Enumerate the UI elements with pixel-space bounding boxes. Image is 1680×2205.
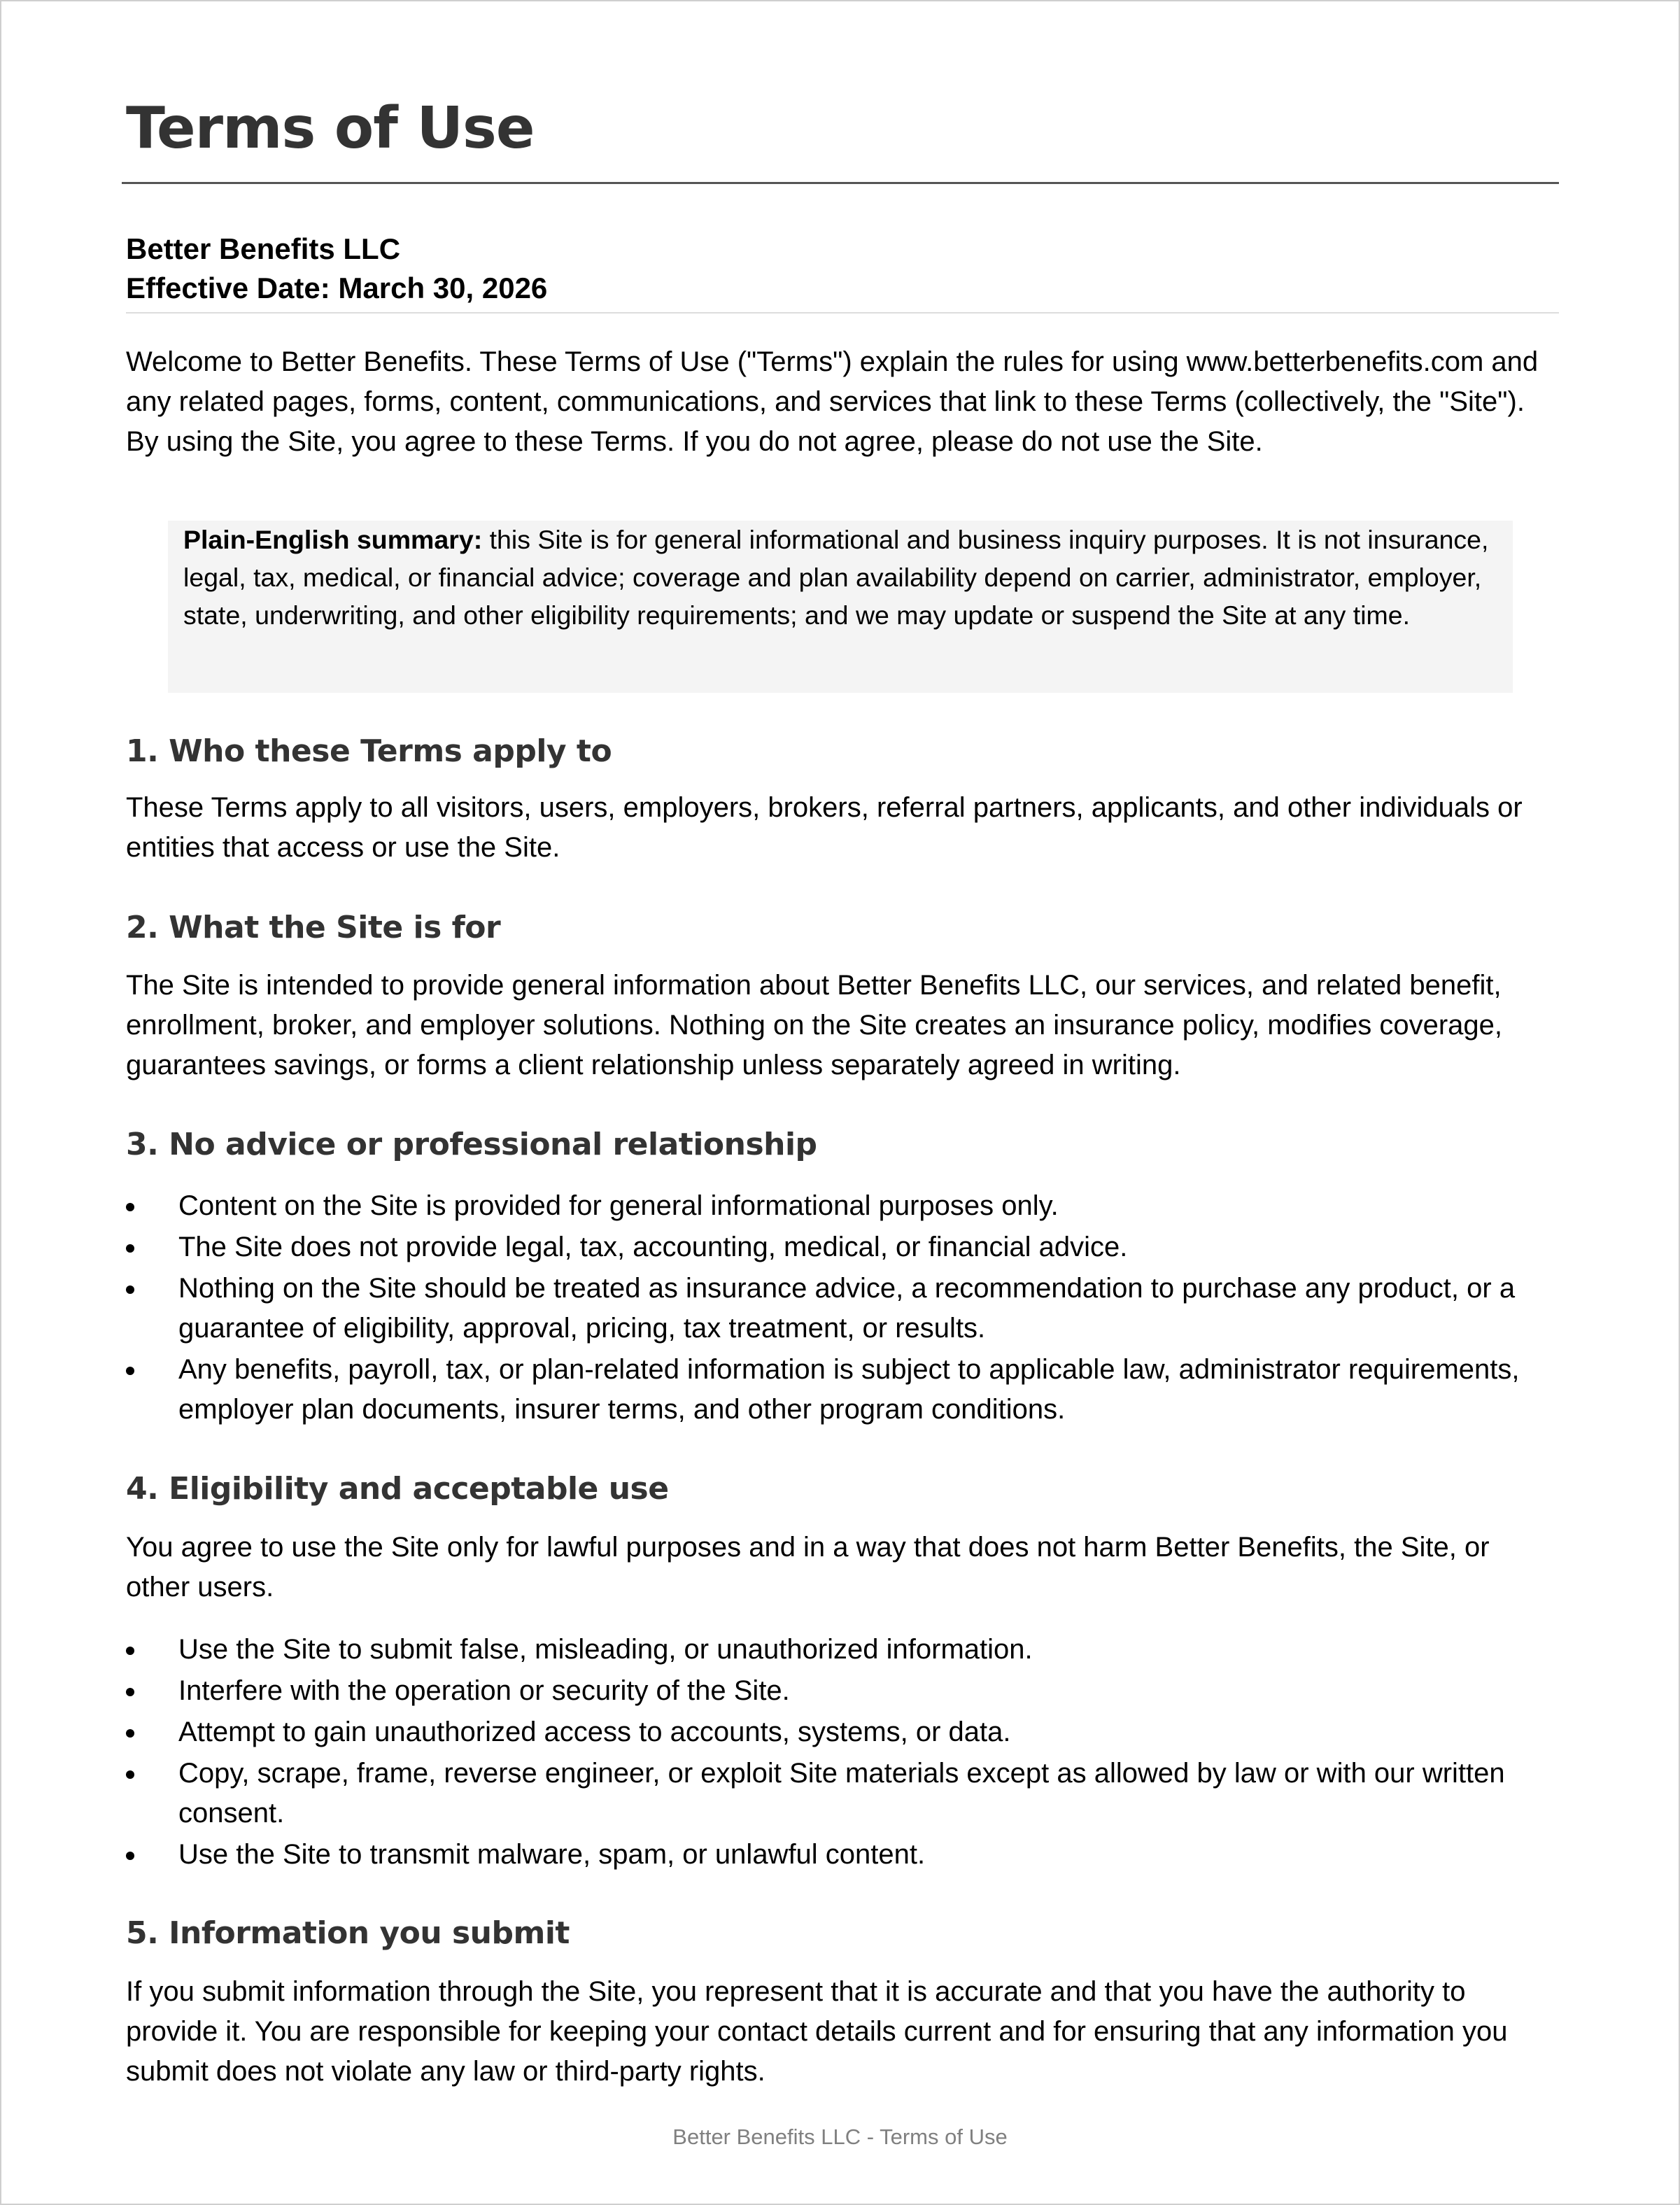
meta-divider: [126, 312, 1559, 314]
page-title: Terms of Use: [126, 95, 535, 162]
section-3-bullet-list: [126, 1186, 1559, 1431]
title-divider: [122, 182, 1559, 184]
section-1-heading: 1. Who these Terms apply to: [126, 733, 612, 769]
list-item: Nothing on the Site should be treated as insurance advice, a recommendation to purchase any product, or a guarantee of eligibility, approval, pricing, tax treatment, or results.: [126, 1269, 1559, 1348]
section-1-body: These Terms apply to all visitors, users, employers, brokers, referral partners, applicants, and other individuals or entities that access or use the Site.: [126, 792, 1523, 863]
list-item: Attempt to gain unauthorized access to accounts, systems, or data.: [126, 1712, 1559, 1752]
company-name: Better Benefits LLC: [126, 232, 401, 265]
bullet-icon: [126, 1852, 134, 1860]
list-item: Interfere with the operation or security of the Site.: [126, 1671, 1559, 1711]
page-footer: Better Benefits LLC - Terms of Use: [672, 2125, 1008, 2149]
summary-label: Plain-English summary:: [183, 525, 483, 554]
section-2-body: The Site is intended to provide general information about Better Benefits LLC, our services, and related benefit, enrollment, broker, and employer solutions. Nothing on the Site creates an insurance policy, modifies coverage, guarantees savings, or forms a client relationship unless separately agreed in writing.: [126, 970, 1502, 1080]
bullet-icon: [126, 1688, 134, 1696]
list-item: Any benefits, payroll, tax, or plan-related information is subject to applicable law, administrator requirements, employer plan documents, insurer terms, and other program conditions.: [126, 1350, 1559, 1430]
section-5-heading: 5. Information you submit: [126, 1915, 570, 1951]
section-4-bullet-list: [126, 1630, 1559, 1876]
bullet-icon: [126, 1203, 134, 1211]
bullet-icon: [126, 1729, 134, 1738]
list-item: Copy, scrape, frame, reverse engineer, or exploit Site materials except as allowed by law or with our written consent.: [126, 1754, 1559, 1833]
bullet-icon: [126, 1647, 134, 1655]
intro-paragraph: Welcome to Better Benefits. These Terms of Use ("Terms") explain the rules for using www.betterbenefits.com and any related pages, forms, content, communications, and services that link to these Terms (collectively, the "Site"). By using the Site, you agree to these Terms. If you do not agree, please do not use the Site.: [126, 346, 1539, 457]
summary-text: this Site is for general informational and business inquiry purposes. It is not insurance, legal, tax, medical, or financial advice; coverage and plan availability depend on carrier, administrator, employer, state, underwriting, and other eligibility requirements; and we may update or suspend the Site at any time.: [183, 525, 1489, 630]
bullet-icon: [126, 1367, 134, 1375]
section-4-body: You agree to use the Site only for lawful purposes and in a way that does not harm Better Benefits, the Site, or other users.: [126, 1532, 1490, 1602]
summary-paragraph: [183, 521, 1499, 634]
section-4-heading: 4. Eligibility and acceptable use: [126, 1471, 669, 1507]
list-item: The Site does not provide legal, tax, accounting, medical, or financial advice.: [126, 1227, 1559, 1267]
list-item: Use the Site to transmit malware, spam, or unlawful content.: [126, 1835, 1559, 1875]
list-item: Content on the Site is provided for general informational purposes only.: [126, 1186, 1559, 1226]
list-item: Use the Site to submit false, misleading, or unauthorized information.: [126, 1630, 1559, 1670]
summary-box: [168, 521, 1513, 693]
section-5-body: If you submit information through the Site, you represent that it is accurate and that you have the authority to provide it. You are responsible for keeping your contact details current and for ensuring that any information you submit does not violate any law or third-party rights.: [126, 1976, 1508, 2087]
bullet-icon: [126, 1244, 134, 1253]
bullet-icon: [126, 1285, 134, 1294]
effective-date: Effective Date: March 30, 2026: [126, 272, 548, 304]
section-3-heading: 3. No advice or professional relationship: [126, 1127, 817, 1162]
section-2-heading: 2. What the Site is for: [126, 910, 501, 945]
bullet-icon: [126, 1770, 134, 1779]
